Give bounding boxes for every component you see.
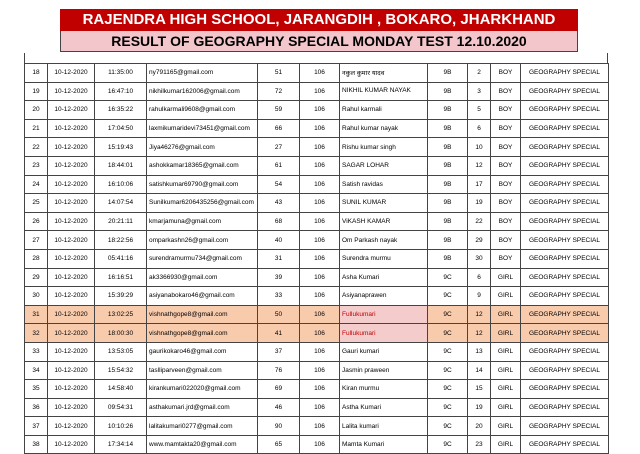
email-cell: gaurikokaro46@gmail.com bbox=[147, 342, 258, 361]
email-cell: vishnathgope8@gmail.com bbox=[147, 305, 258, 324]
subject-cell: GEOGRAPHY SPECIAL bbox=[521, 380, 609, 399]
class-cell: 9C bbox=[428, 305, 468, 324]
class-cell: 9C bbox=[428, 380, 468, 399]
time-cell: 14:07:54 bbox=[95, 194, 147, 213]
student-name-cell: Asiyanaprawen bbox=[340, 287, 428, 306]
table-row bbox=[25, 175, 609, 194]
time-cell: 10:10:26 bbox=[95, 417, 147, 436]
date-cell: 10-12-2020 bbox=[48, 417, 95, 436]
serial-cell: 31 bbox=[25, 305, 48, 324]
table-row bbox=[25, 361, 609, 380]
student-name-cell: Satish ravidas bbox=[340, 175, 428, 194]
date-cell: 10-12-2020 bbox=[48, 194, 95, 213]
serial-cell: 25 bbox=[25, 194, 48, 213]
score-cell: 72 bbox=[258, 82, 300, 101]
results-table-body bbox=[25, 64, 609, 454]
student-name-cell: Surendra murmu bbox=[340, 249, 428, 268]
time-cell: 16:47:10 bbox=[95, 82, 147, 101]
date-cell: 10-12-2020 bbox=[48, 101, 95, 120]
serial-cell: 26 bbox=[25, 212, 48, 231]
serial-cell: 32 bbox=[25, 324, 48, 343]
score-cell: 41 bbox=[258, 324, 300, 343]
code-cell: 106 bbox=[300, 249, 340, 268]
table-row bbox=[25, 138, 609, 157]
roll-cell: 6 bbox=[468, 119, 491, 138]
code-cell: 106 bbox=[300, 82, 340, 101]
table-row bbox=[25, 342, 609, 361]
roll-cell: 12 bbox=[468, 324, 491, 343]
table-row bbox=[25, 249, 609, 268]
code-cell: 106 bbox=[300, 324, 340, 343]
code-cell: 106 bbox=[300, 380, 340, 399]
class-cell: 9B bbox=[428, 82, 468, 101]
class-cell: 9B bbox=[428, 156, 468, 175]
date-cell: 10-12-2020 bbox=[48, 175, 95, 194]
score-cell: 69 bbox=[258, 380, 300, 399]
date-cell: 10-12-2020 bbox=[48, 305, 95, 324]
table-row bbox=[25, 119, 609, 138]
table-row bbox=[25, 398, 609, 417]
serial-cell: 24 bbox=[25, 175, 48, 194]
gender-cell: GIRL bbox=[491, 361, 521, 380]
student-name-cell: ViKASH KAMAR bbox=[340, 212, 428, 231]
class-cell: 9C bbox=[428, 398, 468, 417]
date-cell: 10-12-2020 bbox=[48, 380, 95, 399]
gender-cell: GIRL bbox=[491, 268, 521, 287]
gender-cell: BOY bbox=[491, 194, 521, 213]
email-cell: ashokkamar18365@gmail.com bbox=[147, 156, 258, 175]
subject-cell: GEOGRAPHY SPECIAL bbox=[521, 324, 609, 343]
table-row bbox=[25, 324, 609, 343]
score-cell: 66 bbox=[258, 119, 300, 138]
subject-cell: GEOGRAPHY SPECIAL bbox=[521, 82, 609, 101]
student-name-cell: Gauri kumari bbox=[340, 342, 428, 361]
class-cell: 9C bbox=[428, 435, 468, 454]
gender-cell: BOY bbox=[491, 212, 521, 231]
email-cell: Jiya46276@gmail.com bbox=[147, 138, 258, 157]
student-name-cell: Rishu kumar singh bbox=[340, 138, 428, 157]
roll-cell: 3 bbox=[468, 82, 491, 101]
subject-cell: GEOGRAPHY SPECIAL bbox=[521, 361, 609, 380]
student-name-cell: Om Parkash nayak bbox=[340, 231, 428, 250]
score-cell: 43 bbox=[258, 194, 300, 213]
student-name-cell: Fullukumari bbox=[340, 324, 428, 343]
serial-cell: 34 bbox=[25, 361, 48, 380]
code-cell: 106 bbox=[300, 231, 340, 250]
student-name-cell: Asha Kumari bbox=[340, 268, 428, 287]
roll-cell: 5 bbox=[468, 101, 491, 120]
serial-cell: 20 bbox=[25, 101, 48, 120]
class-cell: 9B bbox=[428, 175, 468, 194]
subject-cell: GEOGRAPHY SPECIAL bbox=[521, 231, 609, 250]
date-cell: 10-12-2020 bbox=[48, 324, 95, 343]
class-cell: 9B bbox=[428, 212, 468, 231]
code-cell: 106 bbox=[300, 342, 340, 361]
gender-cell: BOY bbox=[491, 101, 521, 120]
class-cell: 9B bbox=[428, 249, 468, 268]
roll-cell: 6 bbox=[468, 268, 491, 287]
table-row bbox=[25, 82, 609, 101]
table-row bbox=[25, 156, 609, 175]
student-name-cell: Fullukumari bbox=[340, 305, 428, 324]
table-row bbox=[25, 194, 609, 213]
gender-cell: BOY bbox=[491, 249, 521, 268]
roll-cell: 17 bbox=[468, 175, 491, 194]
table-row bbox=[25, 268, 609, 287]
email-cell: taslliparveen@gmail.com bbox=[147, 361, 258, 380]
score-cell: 65 bbox=[258, 435, 300, 454]
code-cell: 106 bbox=[300, 361, 340, 380]
time-cell: 15:54:32 bbox=[95, 361, 147, 380]
table-row bbox=[25, 287, 609, 306]
time-cell: 16:16:51 bbox=[95, 268, 147, 287]
table-row bbox=[25, 231, 609, 250]
time-cell: 16:10:06 bbox=[95, 175, 147, 194]
time-cell: 18:00:30 bbox=[95, 324, 147, 343]
serial-cell: 21 bbox=[25, 119, 48, 138]
score-cell: 39 bbox=[258, 268, 300, 287]
subject-cell: GEOGRAPHY SPECIAL bbox=[521, 398, 609, 417]
roll-cell: 13 bbox=[468, 342, 491, 361]
code-cell: 106 bbox=[300, 64, 340, 83]
date-cell: 10-12-2020 bbox=[48, 287, 95, 306]
subject-cell: GEOGRAPHY SPECIAL bbox=[521, 342, 609, 361]
date-cell: 10-12-2020 bbox=[48, 398, 95, 417]
date-cell: 10-12-2020 bbox=[48, 64, 95, 83]
subject-cell: GEOGRAPHY SPECIAL bbox=[521, 175, 609, 194]
date-cell: 10-12-2020 bbox=[48, 156, 95, 175]
time-cell: 15:19:43 bbox=[95, 138, 147, 157]
time-cell: 18:44:01 bbox=[95, 156, 147, 175]
subject-cell: GEOGRAPHY SPECIAL bbox=[521, 268, 609, 287]
student-name-cell: NIKHIL KUMAR NAYAK bbox=[340, 82, 428, 101]
score-cell: 54 bbox=[258, 175, 300, 194]
code-cell: 106 bbox=[300, 287, 340, 306]
email-cell: satishkumar69790@gmail.com bbox=[147, 175, 258, 194]
student-name-cell: Lalita kumari bbox=[340, 417, 428, 436]
table-row bbox=[25, 212, 609, 231]
score-cell: 27 bbox=[258, 138, 300, 157]
serial-cell: 30 bbox=[25, 287, 48, 306]
email-cell: omparkashn26@gmail.com bbox=[147, 231, 258, 250]
code-cell: 106 bbox=[300, 175, 340, 194]
time-cell: 15:39:29 bbox=[95, 287, 147, 306]
school-banner: RAJENDRA HIGH SCHOOL, JARANGDIH , BOKARO, JHARKHAND bbox=[60, 9, 578, 31]
gender-cell: BOY bbox=[491, 82, 521, 101]
email-cell: laxmikumaridevi73451@gmail.com bbox=[147, 119, 258, 138]
roll-cell: 10 bbox=[468, 138, 491, 157]
class-cell: 9C bbox=[428, 342, 468, 361]
class-cell: 9B bbox=[428, 64, 468, 83]
time-cell: 17:34:14 bbox=[95, 435, 147, 454]
serial-cell: 36 bbox=[25, 398, 48, 417]
subject-cell: GEOGRAPHY SPECIAL bbox=[521, 156, 609, 175]
gender-cell: GIRL bbox=[491, 305, 521, 324]
subject-cell: GEOGRAPHY SPECIAL bbox=[521, 249, 609, 268]
gender-cell: BOY bbox=[491, 231, 521, 250]
time-cell: 20:21:11 bbox=[95, 212, 147, 231]
subject-cell: GEOGRAPHY SPECIAL bbox=[521, 287, 609, 306]
email-cell: asiyanabokaro46@gmail.com bbox=[147, 287, 258, 306]
gender-cell: GIRL bbox=[491, 398, 521, 417]
gender-cell: GIRL bbox=[491, 287, 521, 306]
code-cell: 106 bbox=[300, 194, 340, 213]
table-top-gap bbox=[24, 53, 608, 63]
serial-cell: 22 bbox=[25, 138, 48, 157]
score-cell: 59 bbox=[258, 101, 300, 120]
date-cell: 10-12-2020 bbox=[48, 361, 95, 380]
roll-cell: 12 bbox=[468, 305, 491, 324]
code-cell: 106 bbox=[300, 305, 340, 324]
code-cell: 106 bbox=[300, 435, 340, 454]
student-name-cell: Jasmin praween bbox=[340, 361, 428, 380]
table-row bbox=[25, 417, 609, 436]
class-cell: 9C bbox=[428, 287, 468, 306]
email-cell: lalitakumari0277@gmail.com bbox=[147, 417, 258, 436]
time-cell: 13:02:25 bbox=[95, 305, 147, 324]
roll-cell: 12 bbox=[468, 156, 491, 175]
email-cell: ny791165@gmail.com bbox=[147, 64, 258, 83]
table-row bbox=[25, 435, 609, 454]
gender-cell: GIRL bbox=[491, 435, 521, 454]
subject-cell: GEOGRAPHY SPECIAL bbox=[521, 194, 609, 213]
gender-cell: GIRL bbox=[491, 380, 521, 399]
time-cell: 18:22:56 bbox=[95, 231, 147, 250]
table-row bbox=[25, 101, 609, 120]
serial-cell: 23 bbox=[25, 156, 48, 175]
roll-cell: 19 bbox=[468, 194, 491, 213]
code-cell: 106 bbox=[300, 101, 340, 120]
score-cell: 37 bbox=[258, 342, 300, 361]
roll-cell: 20 bbox=[468, 417, 491, 436]
student-name-cell: नकुल कुमार यादव bbox=[340, 64, 428, 83]
email-cell: kirankumari022020@gmail.com bbox=[147, 380, 258, 399]
student-name-cell: Rahul kumar nayak bbox=[340, 119, 428, 138]
roll-cell: 2 bbox=[468, 64, 491, 83]
date-cell: 10-12-2020 bbox=[48, 342, 95, 361]
table-row bbox=[25, 64, 609, 83]
code-cell: 106 bbox=[300, 156, 340, 175]
serial-cell: 27 bbox=[25, 231, 48, 250]
email-cell: rahulkarmali9608@gmail.com bbox=[147, 101, 258, 120]
email-cell: vishnathgope8@gmail.com bbox=[147, 324, 258, 343]
student-name-cell: Mamta Kumari bbox=[340, 435, 428, 454]
date-cell: 10-12-2020 bbox=[48, 249, 95, 268]
serial-cell: 37 bbox=[25, 417, 48, 436]
date-cell: 10-12-2020 bbox=[48, 435, 95, 454]
time-cell: 16:35:22 bbox=[95, 101, 147, 120]
subject-cell: GEOGRAPHY SPECIAL bbox=[521, 64, 609, 83]
roll-cell: 15 bbox=[468, 380, 491, 399]
table-row bbox=[25, 305, 609, 324]
date-cell: 10-12-2020 bbox=[48, 82, 95, 101]
class-cell: 9B bbox=[428, 119, 468, 138]
email-cell: asthakumari.jrd@gmail.com bbox=[147, 398, 258, 417]
serial-cell: 33 bbox=[25, 342, 48, 361]
gender-cell: GIRL bbox=[491, 417, 521, 436]
gender-cell: BOY bbox=[491, 119, 521, 138]
subject-cell: GEOGRAPHY SPECIAL bbox=[521, 119, 609, 138]
date-cell: 10-12-2020 bbox=[48, 268, 95, 287]
code-cell: 106 bbox=[300, 212, 340, 231]
class-cell: 9C bbox=[428, 324, 468, 343]
subject-cell: GEOGRAPHY SPECIAL bbox=[521, 417, 609, 436]
class-cell: 9B bbox=[428, 138, 468, 157]
gender-cell: GIRL bbox=[491, 342, 521, 361]
score-cell: 50 bbox=[258, 305, 300, 324]
student-name-cell: SAGAR LOHAR bbox=[340, 156, 428, 175]
subject-cell: GEOGRAPHY SPECIAL bbox=[521, 435, 609, 454]
code-cell: 106 bbox=[300, 138, 340, 157]
date-cell: 10-12-2020 bbox=[48, 212, 95, 231]
subject-cell: GEOGRAPHY SPECIAL bbox=[521, 305, 609, 324]
gender-cell: BOY bbox=[491, 175, 521, 194]
code-cell: 106 bbox=[300, 417, 340, 436]
date-cell: 10-12-2020 bbox=[48, 231, 95, 250]
results-table bbox=[24, 63, 609, 454]
roll-cell: 22 bbox=[468, 212, 491, 231]
score-cell: 61 bbox=[258, 156, 300, 175]
score-cell: 40 bbox=[258, 231, 300, 250]
student-name-cell: Kiran murmu bbox=[340, 380, 428, 399]
roll-cell: 9 bbox=[468, 287, 491, 306]
class-cell: 9C bbox=[428, 417, 468, 436]
score-cell: 51 bbox=[258, 64, 300, 83]
code-cell: 106 bbox=[300, 398, 340, 417]
gender-cell: BOY bbox=[491, 156, 521, 175]
roll-cell: 30 bbox=[468, 249, 491, 268]
time-cell: 09:54:31 bbox=[95, 398, 147, 417]
serial-cell: 28 bbox=[25, 249, 48, 268]
email-cell: kmarjamuna@gmail.com bbox=[147, 212, 258, 231]
date-cell: 10-12-2020 bbox=[48, 119, 95, 138]
email-cell: www.mamtakta20@gmail.com bbox=[147, 435, 258, 454]
class-cell: 9C bbox=[428, 268, 468, 287]
time-cell: 14:58:40 bbox=[95, 380, 147, 399]
class-cell: 9B bbox=[428, 101, 468, 120]
serial-cell: 29 bbox=[25, 268, 48, 287]
code-cell: 106 bbox=[300, 119, 340, 138]
email-cell: nikhilkumar162006@gmail.com bbox=[147, 82, 258, 101]
student-name-cell: Rahul karmali bbox=[340, 101, 428, 120]
score-cell: 33 bbox=[258, 287, 300, 306]
class-cell: 9B bbox=[428, 231, 468, 250]
time-cell: 17:04:50 bbox=[95, 119, 147, 138]
time-cell: 13:53:05 bbox=[95, 342, 147, 361]
score-cell: 76 bbox=[258, 361, 300, 380]
email-cell: surendramurmu734@gmail.com bbox=[147, 249, 258, 268]
serial-cell: 19 bbox=[25, 82, 48, 101]
code-cell: 106 bbox=[300, 268, 340, 287]
score-cell: 46 bbox=[258, 398, 300, 417]
gender-cell: BOY bbox=[491, 138, 521, 157]
gender-cell: GIRL bbox=[491, 324, 521, 343]
subject-cell: GEOGRAPHY SPECIAL bbox=[521, 101, 609, 120]
table-row bbox=[25, 380, 609, 399]
score-cell: 68 bbox=[258, 212, 300, 231]
score-cell: 90 bbox=[258, 417, 300, 436]
class-cell: 9B bbox=[428, 194, 468, 213]
score-cell: 31 bbox=[258, 249, 300, 268]
email-cell: ak3366930@gmail.com bbox=[147, 268, 258, 287]
roll-cell: 23 bbox=[468, 435, 491, 454]
serial-cell: 18 bbox=[25, 64, 48, 83]
date-cell: 10-12-2020 bbox=[48, 138, 95, 157]
roll-cell: 29 bbox=[468, 231, 491, 250]
subject-cell: GEOGRAPHY SPECIAL bbox=[521, 212, 609, 231]
time-cell: 11:35:00 bbox=[95, 64, 147, 83]
serial-cell: 35 bbox=[25, 380, 48, 399]
subject-cell: GEOGRAPHY SPECIAL bbox=[521, 138, 609, 157]
roll-cell: 19 bbox=[468, 398, 491, 417]
roll-cell: 14 bbox=[468, 361, 491, 380]
serial-cell: 38 bbox=[25, 435, 48, 454]
time-cell: 05:41:16 bbox=[95, 249, 147, 268]
student-name-cell: SUNIL KUMAR bbox=[340, 194, 428, 213]
gender-cell: BOY bbox=[491, 64, 521, 83]
student-name-cell: Astha Kumari bbox=[340, 398, 428, 417]
email-cell: Sunilkumar6206435256@gmail.com bbox=[147, 194, 258, 213]
class-cell: 9C bbox=[428, 361, 468, 380]
result-title: RESULT OF GEOGRAPHY SPECIAL MONDAY TEST 12.10.2020 bbox=[60, 31, 578, 52]
